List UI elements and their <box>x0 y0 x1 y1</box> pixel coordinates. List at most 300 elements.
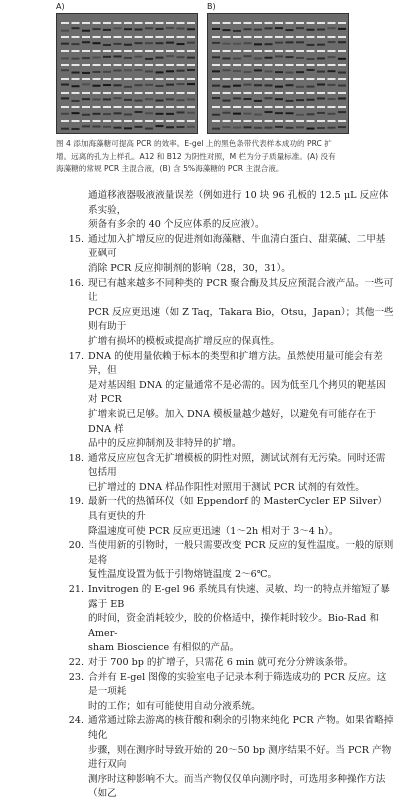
gel-band <box>177 43 185 45</box>
gel-well <box>135 64 143 66</box>
gel-well <box>177 64 185 66</box>
gel-well <box>275 106 283 108</box>
gel-band <box>328 98 336 100</box>
gel-well <box>254 106 262 108</box>
gel-band <box>145 128 153 130</box>
gel-band <box>135 126 143 128</box>
gel-well <box>338 106 346 108</box>
gel-band <box>275 27 283 29</box>
note-item <box>0 233 414 277</box>
gel-band <box>156 125 164 127</box>
gel-well <box>82 120 90 122</box>
gel-well <box>254 36 262 38</box>
gel-band <box>187 57 195 59</box>
gel-well <box>296 50 304 52</box>
gel-band <box>166 27 174 29</box>
gel-well <box>124 120 132 122</box>
gel-well <box>145 36 153 38</box>
text-line: 品中的反应抑制剂及非特异的扩增。 <box>88 438 242 450</box>
gel-well <box>244 78 252 80</box>
gel-well <box>244 50 252 52</box>
gel-well <box>156 92 164 94</box>
gel-band <box>254 84 262 86</box>
note-item <box>0 714 414 802</box>
gel-well <box>212 78 220 80</box>
gel-well <box>307 64 315 66</box>
gel-band <box>72 27 80 29</box>
gel-band <box>328 113 336 115</box>
gel-well <box>244 36 252 38</box>
gel-band <box>124 44 132 46</box>
gel-band <box>307 86 315 88</box>
gel-well <box>187 78 195 80</box>
gel-well <box>103 64 111 66</box>
gel-band <box>61 43 69 45</box>
gel-band <box>317 97 325 99</box>
note-number: 20. <box>68 540 84 552</box>
panel-a-label: A) <box>56 2 65 11</box>
gel-well <box>296 64 304 66</box>
gel-band <box>338 85 346 87</box>
gel-band <box>338 126 346 128</box>
caption-line: 增。远离的孔为上样孔。A12 和 B12 为阴性对照，M 栏为分子质量标准。(A) 没有 <box>56 151 336 161</box>
gel-band <box>212 114 220 116</box>
gel-band <box>244 84 252 86</box>
gel-band <box>317 112 325 114</box>
gel-band <box>187 28 195 30</box>
gel-band <box>296 114 304 116</box>
gel-band <box>93 85 101 87</box>
gel-well <box>103 120 111 122</box>
gel-band <box>72 72 80 74</box>
text-line: 时的工作；如有可能使用自动分液系统。 <box>88 700 261 712</box>
gel-band <box>212 28 220 30</box>
gel-band <box>93 42 101 44</box>
gel-well <box>114 106 122 108</box>
gel-band <box>275 126 283 128</box>
gel-well <box>177 92 185 94</box>
text-line: PCR 反应更迅速（如 Z Taq，Takara Bio，Otsu，Japan）；其他一些则有助于 <box>88 306 394 333</box>
gel-panel-a <box>56 0 198 134</box>
note-item <box>0 495 414 539</box>
gel-image-a <box>56 13 198 134</box>
text-line: 当使用新的引物时，一般只需要改变 PCR 反应的复性温度。一般的原则是将 <box>88 540 394 566</box>
gel-well <box>275 22 283 24</box>
gel-band <box>223 86 231 88</box>
gel-well <box>212 120 220 122</box>
gel-well <box>72 50 80 52</box>
text-line: 已扩增过的 DNA 样品作阳性对照用于测试 PCR 试剂的有效性。 <box>88 481 365 493</box>
gel-well <box>286 50 294 52</box>
gel-band <box>114 112 122 114</box>
gel-well <box>317 22 325 24</box>
notes-body <box>0 189 414 802</box>
gel-well <box>103 106 111 108</box>
gel-well <box>233 22 241 24</box>
gel-band <box>166 42 174 44</box>
gel-well <box>317 92 325 94</box>
gel-band <box>187 83 195 85</box>
gel-band <box>72 100 80 102</box>
gel-well <box>317 106 325 108</box>
gel-band <box>124 113 132 115</box>
gel-well <box>103 50 111 52</box>
gel-well <box>212 36 220 38</box>
gel-band <box>338 41 346 43</box>
gel-well <box>177 22 185 24</box>
gel-band <box>338 28 346 30</box>
gel-band <box>103 44 111 46</box>
gel-well <box>166 106 174 108</box>
gel-well <box>296 22 304 24</box>
gel-well <box>72 120 80 122</box>
gel-well <box>156 78 164 80</box>
gel-band <box>317 29 325 31</box>
gel-well <box>93 50 101 52</box>
gel-band <box>296 41 304 43</box>
gel-well <box>338 78 346 80</box>
gel-well <box>82 106 90 108</box>
text-line: 对于 700 bp 的扩增子，只需花 6 min 就可充分分辨该条带。 <box>88 657 354 668</box>
gel-well <box>187 120 195 122</box>
gel-band <box>114 127 122 129</box>
gel-band <box>187 42 195 44</box>
gel-well <box>307 50 315 52</box>
gel-well <box>338 64 346 66</box>
gel-band <box>61 57 69 59</box>
gel-band <box>296 126 304 128</box>
gel-well <box>233 64 241 66</box>
gel-well <box>328 92 336 94</box>
gel-well <box>177 78 185 80</box>
gel-well <box>72 64 80 66</box>
gel-well <box>328 78 336 80</box>
gel-well <box>265 22 273 24</box>
gel-band <box>275 42 283 44</box>
gel-band <box>265 97 273 99</box>
gel-well <box>233 78 241 80</box>
gel-band <box>103 84 111 86</box>
gel-well <box>244 64 252 66</box>
gel-band <box>244 71 252 73</box>
gel-well <box>212 106 220 108</box>
text-line: 通道移液器吸液液量误差（例如进行 10 块 96 孔板的 12.5 μL 反应体系实验， <box>88 190 389 216</box>
gel-well <box>317 120 325 122</box>
gel-well <box>254 92 262 94</box>
gel-band <box>187 98 195 100</box>
note-number: 22. <box>68 657 84 668</box>
gel-well <box>103 92 111 94</box>
gel-band <box>254 100 262 102</box>
gel-band <box>338 58 346 60</box>
gel-well <box>124 50 132 52</box>
gel-band <box>156 42 164 44</box>
gel-well <box>82 36 90 38</box>
gel-band <box>307 29 315 31</box>
gel-band <box>61 30 69 32</box>
gel-band <box>103 29 111 31</box>
gel-band <box>103 71 111 73</box>
gel-well <box>233 106 241 108</box>
gel-band <box>212 56 220 58</box>
gel-band <box>72 112 80 114</box>
gel-well <box>145 120 153 122</box>
gel-band <box>317 127 325 129</box>
gel-well <box>265 120 273 122</box>
gel-band <box>114 27 122 29</box>
gel-well <box>135 36 143 38</box>
gel-band <box>135 42 143 44</box>
gel-well <box>307 78 315 80</box>
gel-well <box>286 64 294 66</box>
gel-band <box>145 84 153 86</box>
panel-b-label: B) <box>207 2 216 11</box>
gel-band <box>233 97 241 99</box>
gel-well <box>145 64 153 66</box>
gel-well <box>156 22 164 24</box>
gel-well <box>166 92 174 94</box>
gel-well <box>61 64 69 66</box>
gel-well <box>135 106 143 108</box>
gel-band <box>82 125 90 127</box>
gel-band <box>233 85 241 87</box>
gel-well <box>93 64 101 66</box>
gel-well <box>82 64 90 66</box>
gel-band <box>286 56 294 58</box>
gel-band <box>254 69 262 71</box>
gel-well <box>135 50 143 52</box>
note-number: 18. <box>68 452 84 464</box>
gel-well <box>254 120 262 122</box>
gel-band <box>223 69 231 71</box>
gel-well <box>187 36 195 38</box>
text-line: 降温速度可使 PCR 反应更迅速（1～2h 相对于 3～4 h）。 <box>88 525 339 537</box>
gel-well <box>254 64 262 66</box>
gel-band <box>328 27 336 29</box>
gel-well <box>187 92 195 94</box>
gel-band <box>212 42 220 44</box>
gel-band <box>177 28 185 30</box>
gel-band <box>124 28 132 30</box>
gel-band <box>135 28 143 30</box>
gel-well <box>317 36 325 38</box>
gel-well <box>275 50 283 52</box>
continuation-paragraph <box>0 189 414 233</box>
gel-band <box>328 70 336 72</box>
gel-band <box>114 43 122 45</box>
gel-well <box>223 22 231 24</box>
gel-band <box>265 57 273 59</box>
gel-band <box>156 85 164 87</box>
gel-well <box>275 92 283 94</box>
gel-band <box>338 72 346 74</box>
note-number: 24. <box>68 715 84 727</box>
gel-band <box>233 127 241 129</box>
text-line: 通常通过除去游离的核苷酸和剩余的引物来纯化 PCR 产物。如果省略掉纯化 <box>88 715 394 741</box>
gel-band <box>244 98 252 100</box>
gel-well <box>254 50 262 52</box>
gel-band <box>135 111 143 113</box>
gel-well <box>177 106 185 108</box>
gel-band <box>82 57 90 59</box>
gel-well <box>338 120 346 122</box>
gel-band <box>307 58 315 60</box>
note-item <box>0 583 414 656</box>
gel-well <box>166 78 174 80</box>
gel-well <box>103 22 111 24</box>
gel-well <box>72 92 80 94</box>
gel-band <box>254 114 262 116</box>
gel-band <box>307 99 315 101</box>
gel-band <box>307 113 315 115</box>
note-number: 23. <box>68 671 84 683</box>
gel-band <box>223 100 231 102</box>
gel-well <box>317 64 325 66</box>
gel-well <box>72 78 80 80</box>
gel-band <box>72 128 80 130</box>
gel-band <box>317 84 325 86</box>
gel-band <box>103 98 111 100</box>
gel-well <box>223 50 231 52</box>
gel-band <box>124 57 132 59</box>
gel-well <box>233 120 241 122</box>
gel-band <box>296 86 304 88</box>
gel-well <box>254 78 262 80</box>
gel-well <box>145 78 153 80</box>
gel-well <box>317 50 325 52</box>
gel-band <box>265 43 273 45</box>
text-line: 测序时这种影响不大。而当产物仅仅单向测序时，可选用多种操作方法（如乙 <box>88 773 386 800</box>
note-item <box>0 350 414 452</box>
gel-well <box>82 78 90 80</box>
gel-well <box>286 22 294 24</box>
gel-well <box>156 64 164 66</box>
gel-band <box>254 29 262 31</box>
gel-band <box>145 58 153 60</box>
gel-band <box>135 100 143 102</box>
gel-well <box>82 92 90 94</box>
gel-well <box>61 36 69 38</box>
gel-band <box>145 112 153 114</box>
gel-band <box>328 56 336 58</box>
gel-well <box>254 22 262 24</box>
gel-well <box>328 36 336 38</box>
gel-well <box>166 64 174 66</box>
gel-band <box>82 41 90 43</box>
gel-well <box>307 120 315 122</box>
gel-band <box>82 98 90 100</box>
note-item <box>0 656 414 671</box>
gel-band <box>114 55 122 57</box>
gel-well <box>114 92 122 94</box>
gel-band <box>61 128 69 130</box>
gel-band <box>286 72 294 74</box>
gel-well <box>265 78 273 80</box>
gel-well <box>135 78 143 80</box>
gel-well <box>61 50 69 52</box>
gel-band <box>286 84 294 86</box>
gel-band <box>296 99 304 101</box>
gel-band <box>177 99 185 101</box>
gel-band <box>233 30 241 32</box>
gel-well <box>212 50 220 52</box>
gel-well <box>156 36 164 38</box>
gel-well <box>286 78 294 80</box>
gel-well <box>72 36 80 38</box>
gel-well <box>223 78 231 80</box>
gel-well <box>166 50 174 52</box>
gel-well <box>187 22 195 24</box>
gel-band <box>296 57 304 59</box>
gel-band <box>265 127 273 129</box>
gel-bands-b <box>208 14 349 134</box>
gel-band <box>93 71 101 73</box>
gel-well <box>61 78 69 80</box>
gel-well <box>286 92 294 94</box>
gel-well <box>114 120 122 122</box>
text-line: DNA 的使用量依赖于标本的类型和扩增方法。虽然使用量可能会有差异，但 <box>88 350 383 377</box>
gel-band <box>177 111 185 113</box>
gel-band <box>265 27 273 29</box>
gel-well <box>114 22 122 24</box>
gel-band <box>338 111 346 113</box>
gel-well <box>187 64 195 66</box>
gel-band <box>187 69 195 71</box>
gel-band <box>254 127 262 129</box>
gel-well <box>265 64 273 66</box>
gel-well <box>135 120 143 122</box>
gel-band <box>61 97 69 99</box>
gel-well <box>286 36 294 38</box>
gel-well <box>156 106 164 108</box>
gel-well <box>233 92 241 94</box>
gel-well <box>166 22 174 24</box>
text-line: 通过加入扩增反应的促进剂如海藻糖、牛血清白蛋白、甜菜碱、二甲基亚砜可 <box>88 233 386 260</box>
gel-well <box>82 22 90 24</box>
gel-well <box>145 92 153 94</box>
gel-band <box>93 28 101 30</box>
gel-well <box>124 64 132 66</box>
gel-band <box>82 83 90 85</box>
gel-well <box>72 106 80 108</box>
gel-well <box>93 22 101 24</box>
gel-well <box>177 120 185 122</box>
text-line: 消除 PCR 反应抑制剂的影响（28，30，31）。 <box>88 262 291 274</box>
gel-band <box>166 126 174 128</box>
gel-well <box>233 36 241 38</box>
gel-well <box>177 36 185 38</box>
gel-well <box>93 78 101 80</box>
gel-well <box>317 78 325 80</box>
gel-well <box>286 106 294 108</box>
gel-well <box>233 50 241 52</box>
text-line: 步骤，则在测序时导致开始的 20～50 bp 测序结果不好。当 PCR 产物进行双向 <box>88 744 392 771</box>
gel-band <box>93 113 101 115</box>
gel-band <box>265 84 273 86</box>
gel-band <box>275 86 283 88</box>
gel-well <box>114 78 122 80</box>
gel-well <box>135 22 143 24</box>
gel-band <box>296 71 304 73</box>
gel-band <box>145 42 153 44</box>
gel-band <box>82 30 90 32</box>
gel-well <box>338 22 346 24</box>
gel-band <box>244 42 252 44</box>
gel-well <box>145 50 153 52</box>
gel-band <box>124 69 132 71</box>
text-line: 扩增来说已足够。加入 DNA 模板量越少越好，以避免有可能存在于 DNA 样 <box>88 408 377 435</box>
gel-band <box>156 100 164 102</box>
